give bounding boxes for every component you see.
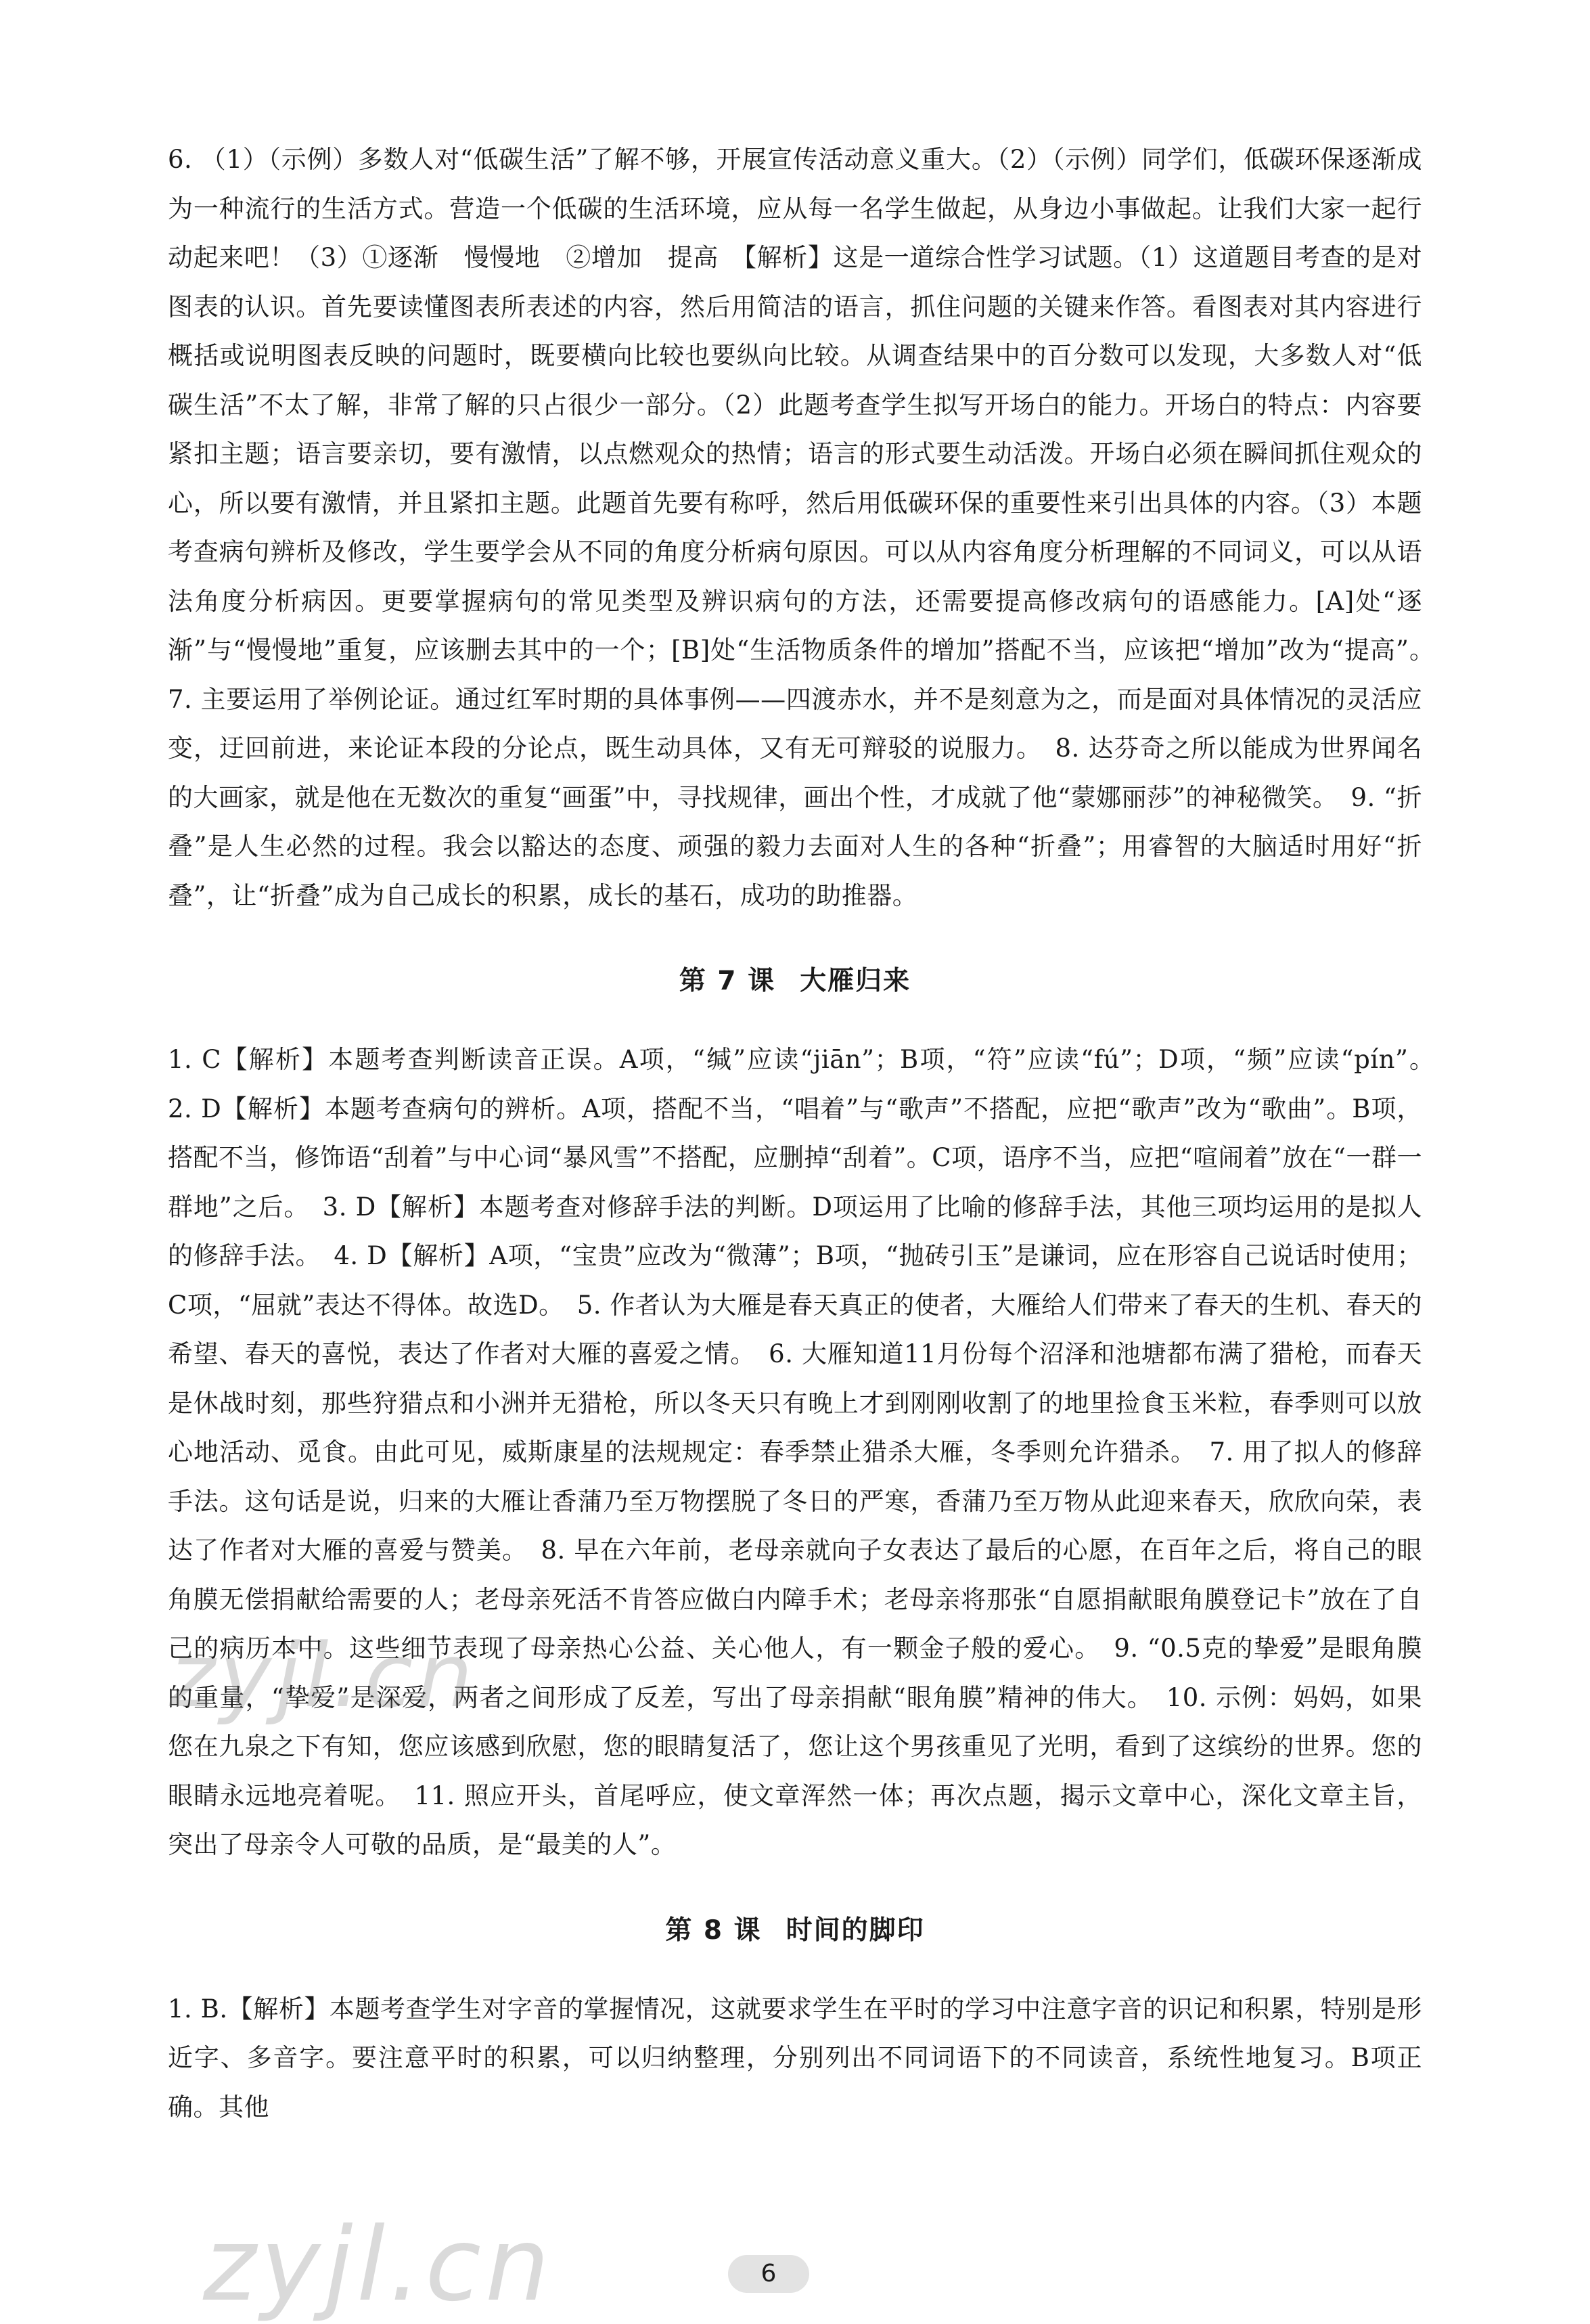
lesson-8-title: 时间的脚印 [786, 1915, 925, 1946]
lesson-7-number: 第 7 课 [679, 966, 776, 996]
lesson-7-answers: 1. C【解析】本题考查判断读音正误。A项，“缄”应读“jiān”；B项，“符”应读“fú”；D项，“频”应读“pín”。 2. D【解析】本题考查病句的辨析。A项，搭配不当，“唱着”与“歌声”不搭配，应把“歌声”改为“歌曲”。B项，搭配不当，修饰语“刮着”与中心词“暴风雪”不搭配，应删掉“刮着”。C项，语序不当，应把“喧闹着”放在“一群一群地”之后。 3. D【解析】本题考查对修辞手法的判断。D项运用了比喻的修辞手法，其他三项均运用的是拟人的修辞手法。 4. D【解析】A项，“宝贵”应改为“微薄”；B项，“抛砖引玉”是谦词，应在形容自己说话时使用；C项，“屈就”表达不得体。故选D。 5. 作者认为大雁是春天真正的使者，大雁给人们带来了春天的生机、春天的希望、春天的喜悦，表达了作者对大雁的喜爱之情。 6. 大雁知道11月份每个沼泽和池塘都布满了猎枪，而春天是休战时刻，那些狩猎点和小洲并无猎枪，所以冬天只有晚上才到刚刚收割了的地里捡食玉米粒，春季则可以放心地活动、觅食。由此可见，威斯康星的法规规定：春季禁止猎杀大雁，冬季则允许猎杀。 7. 用了拟人的修辞手法。这句话是说，归来的大雁让香蒲乃至万物摆脱了冬日的严寒，香蒲乃至万物从此迎来春天，欣欣向荣，表达了作者对大雁的喜爱与赞美。 8. 早在六年前，老母亲就向子女表达了最后的心愿，在百年之后，将自己的眼角膜无偿捐献给需要的人；老母亲死活不肯答应做白内障手术；老母亲将那张“自愿捐献眼角膜登记卡”放在了自己的病历本中。这些细节表现了母亲热心公益、关心他人，有一颗金子般的爱心。 9. “0.5克的挚爱”是眼角膜的重量，“挚爱”是深爱，两者之间形成了反差，写出了母亲捐献“眼角膜”精神的伟大。 10. 示例：妈妈，如果您在九泉之下有知，您应该感到欣慰，您的眼睛复活了，您让这个男孩重见了光明，看到了这缤纷的世界。您的眼睛永远地亮着呢。 11. 照应开头，首尾呼应，使文章浑然一体；再次点题，揭示文章中心，深化文章主旨，突出了母亲令人可敬的品质，是“最美的人”。 [168, 1045, 1448, 1859]
watermark-bottom: zyjl.cn [203, 2206, 554, 2324]
page-content [168, 135, 1448, 2132]
lesson-8-answers: 1. B.【解析】本题考查学生对字音的掌握情况，这就要求学生在平时的学习中注意字音的识记和积累，特别是形近字、多音字。要注意平时的积累，可以归纳整理，分别列出不同词语下的不同读音，系统性地复习。B项正确。其他 [168, 1994, 1422, 2122]
lesson-8-number: 第 8 课 [665, 1915, 762, 1946]
page-number: 6 [728, 2255, 809, 2293]
lesson-7-title: 大雁归来 [800, 966, 911, 996]
watermark-mid: zyjl.cn [169, 1624, 477, 1727]
lesson-7-heading [168, 960, 1422, 998]
answers-q6-to-q9: 6. （1）（示例）多数人对“低碳生活”了解不够，开展宣传活动意义重大。（2）（示例）同学们，低碳环保逐渐成为一种流行的生活方式。营造一个低碳的生活环境，应从每一名学生做起，从身边小事做起。让我们大家一起行动起来吧！（3）①逐渐 慢慢地 ②增加 提高 【解析】这是一道综合性学习试题。（1）这道题目考查的是对图表的认识。首先要读懂图表所表述的内容，然后用简洁的语言，抓住问题的关键来作答。看图表对其内容进行概括或说明图表反映的问题时，既要横向比较也要纵向比较。从调查结果中的百分数可以发现，大多数人对“低碳生活”不太了解，非常了解的只占很少一部分。（2）此题考查学生拟写开场白的能力。开场白的特点：内容要紧扣主题；语言要亲切，要有激情，以点燃观众的热情；语言的形式要生动活泼。开场白必须在瞬间抓住观众的心，所以要有激情，并且紧扣主题。此题首先要有称呼，然后用低碳环保的重要性来引出具体的内容。（3）本题考查病句辨析及修改，学生要学会从不同的角度分析病句原因。可以从内容角度分析理解的不同词义，可以从语法角度分析病因。更要掌握病句的常见类型及辨识病句的方法，还需要提高修改病句的语感能力。[A]处“逐渐”与“慢慢地”重复，应该删去其中的一个；[B]处“生活物质条件的增加”搭配不当，应该把“增加”改为“提高”。 7. 主要运用了举例论证。通过红军时期的具体事例——四渡赤水，并不是刻意为之，而是面对具体情况的灵活应变，迂回前进，来论证本段的分论点，既生动具体，又有无可辩驳的说服力。 8. 达芬奇之所以能成为世界闻名的大画家，就是他在无数次的重复“画蛋”中，寻找规律，画出个性，才成就了他“蒙娜丽莎”的神秘微笑。 9. “折叠”是人生必然的过程。我会以豁达的态度、顽强的毅力去面对人生的各种“折叠”；用睿智的大脑适时用好“折叠”，让“折叠”成为自己成长的积累，成长的基石，成功的助推器。 [168, 145, 1448, 910]
lesson-8-heading [168, 1909, 1422, 1947]
